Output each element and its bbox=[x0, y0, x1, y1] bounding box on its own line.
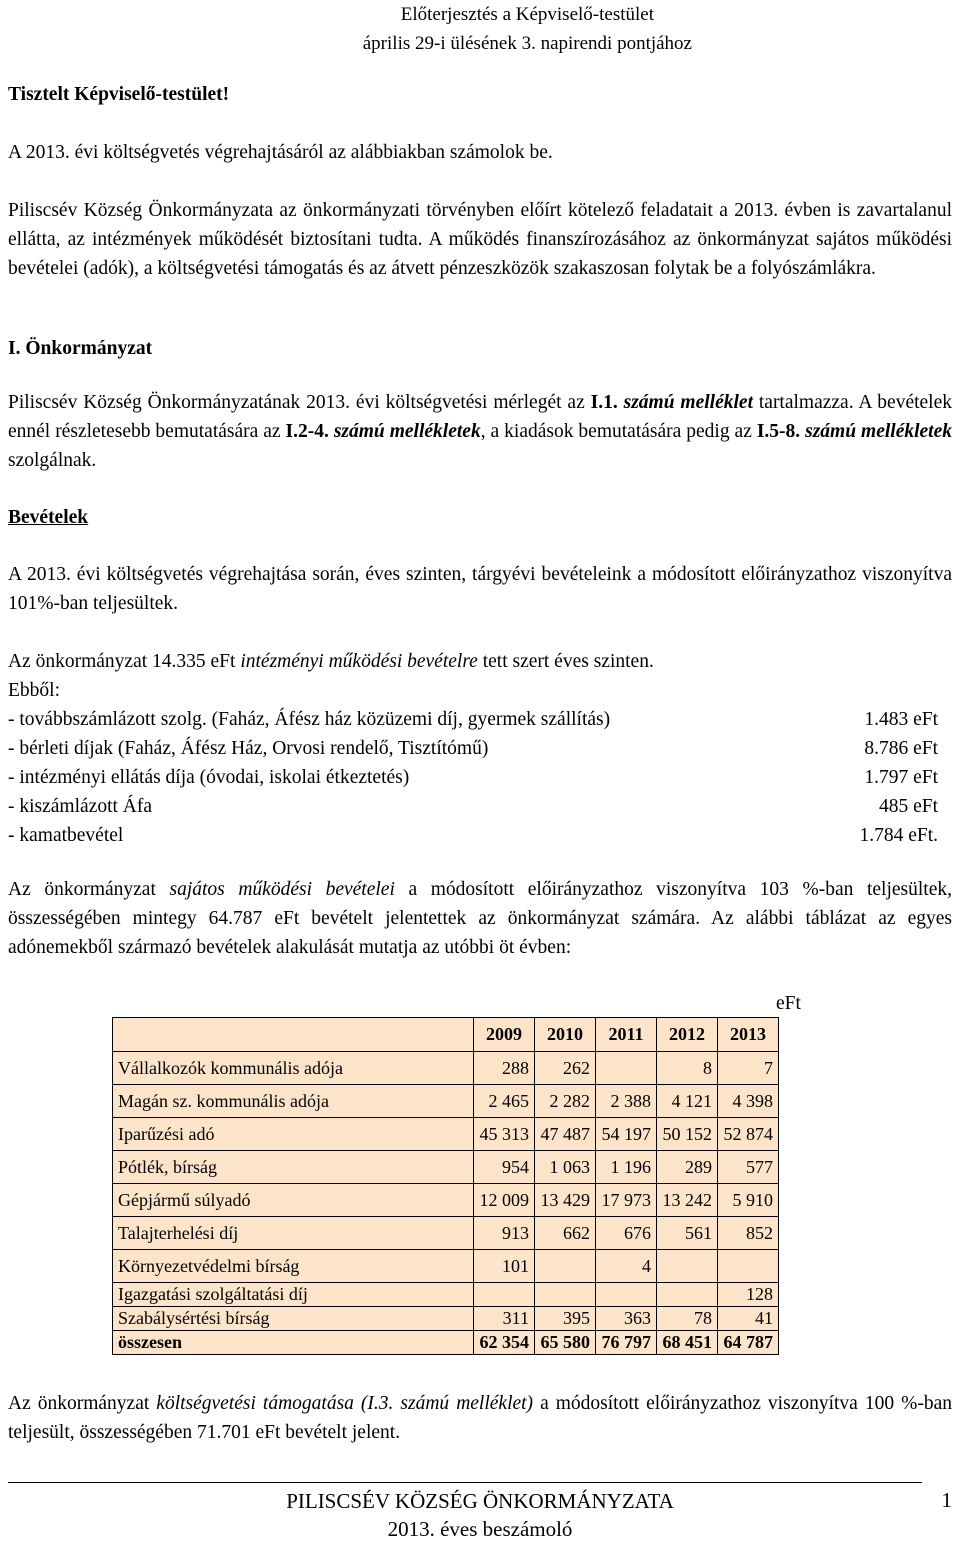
cell-value: 913 bbox=[474, 1217, 535, 1250]
table-row bbox=[113, 1118, 779, 1151]
cell-value bbox=[718, 1250, 779, 1283]
cell-value: 4 398 bbox=[718, 1085, 779, 1118]
total-value: 62 354 bbox=[474, 1331, 535, 1355]
table-row bbox=[113, 1085, 779, 1118]
total-value: 65 580 bbox=[535, 1331, 596, 1355]
total-value: 64 787 bbox=[718, 1331, 779, 1355]
document-header bbox=[363, 0, 692, 58]
paragraph-2: Piliscsév Község Önkormányzatának 2013. évi költségvetési mérlegét az I.1. számú melléklet tartalmazza. A bevételek ennél részletesebb bemutatására az I.2-4. számú mellékletek, a kiadások bemutatására pedig az I.5-8. számú mellékletek szolgálnak. bbox=[8, 392, 952, 471]
cell-value: 52 874 bbox=[718, 1118, 779, 1151]
cell-value: 1 196 bbox=[596, 1151, 657, 1184]
cell-value bbox=[596, 1283, 657, 1307]
cell-value: 954 bbox=[474, 1151, 535, 1184]
paragraph-3: A 2013. évi költségvetés végrehajtása során, éves szinten, tárgyévi bevételeink a módosított előirányzathoz viszonyítva 101%-ban teljesültek. bbox=[8, 564, 952, 614]
salutation: Tisztelt Képviselő-testület! bbox=[8, 84, 230, 105]
cell-value: 2 388 bbox=[596, 1085, 657, 1118]
intro-paragraph: A 2013. évi költségvetés végrehajtásáról az alábbiakban számolok be. bbox=[8, 142, 553, 163]
footer-divider bbox=[8, 1482, 922, 1483]
tax-revenue-table bbox=[112, 1017, 779, 1355]
total-value: 76 797 bbox=[596, 1331, 657, 1355]
row-label: Talajterhelési díj bbox=[113, 1217, 474, 1250]
income-item: - intézményi ellátás díja (óvodai, iskolai étkeztetés) 1.797 eFt bbox=[8, 767, 938, 788]
table-row bbox=[113, 1283, 779, 1307]
table-row bbox=[113, 1184, 779, 1217]
paragraph-4: Az önkormányzat 14.335 eFt intézményi működési bevételre tett szert éves szinten. bbox=[8, 651, 654, 672]
table-total-row bbox=[113, 1331, 779, 1355]
row-label: Iparűzési adó bbox=[113, 1118, 474, 1151]
year-header: 2009 bbox=[474, 1018, 535, 1052]
cell-value: 17 973 bbox=[596, 1184, 657, 1217]
year-header: 2011 bbox=[596, 1018, 657, 1052]
total-label: összesen bbox=[113, 1331, 474, 1355]
cell-value: 101 bbox=[474, 1250, 535, 1283]
cell-value: 45 313 bbox=[474, 1118, 535, 1151]
cell-value bbox=[535, 1250, 596, 1283]
cell-value: 289 bbox=[657, 1151, 718, 1184]
cell-value bbox=[657, 1250, 718, 1283]
cell-value: 2 465 bbox=[474, 1085, 535, 1118]
cell-value: 4 121 bbox=[657, 1085, 718, 1118]
row-label: Magán sz. kommunális adója bbox=[113, 1085, 474, 1118]
table-header-blank bbox=[113, 1018, 474, 1052]
cell-value: 662 bbox=[535, 1217, 596, 1250]
table-row bbox=[113, 1307, 779, 1331]
table-unit-label: eFt bbox=[776, 993, 801, 1014]
cell-value: 50 152 bbox=[657, 1118, 718, 1151]
cell-value: 13 429 bbox=[535, 1184, 596, 1217]
cell-value: 7 bbox=[718, 1052, 779, 1085]
year-header: 2012 bbox=[657, 1018, 718, 1052]
paragraph-5: Az önkormányzat sajátos működési bevételei a módosított előirányzathoz viszonyítva 103 %-ban teljesültek, összességében mintegy 64.787 eFt bevételt jelentettek az önkormányzat számára. Az alábbi táblázat az egyes adónemekből származó bevételek alakulását mutatja az utóbbi öt évben: bbox=[8, 879, 952, 958]
cell-value: 128 bbox=[718, 1283, 779, 1307]
cell-value: 395 bbox=[535, 1307, 596, 1331]
cell-value: 4 bbox=[596, 1250, 657, 1283]
footer-title: PILISCSÉV KÖZSÉG ÖNKORMÁNYZATA bbox=[286, 1489, 674, 1513]
cell-value: 41 bbox=[718, 1307, 779, 1331]
ebbol-label: Ebből: bbox=[8, 680, 60, 701]
page-number: 1 bbox=[941, 1488, 952, 1512]
revenue-heading: Bevételek bbox=[8, 507, 89, 528]
cell-value: 78 bbox=[657, 1307, 718, 1331]
paragraph-6: Az önkormányzat költségvetési támogatása (I.3. számú melléklet) a módosított előirányzathoz viszonyítva 100 %-ban teljesült, összességében 71.701 eFt bevételt jelent. bbox=[8, 1393, 952, 1443]
cell-value: 577 bbox=[718, 1151, 779, 1184]
income-item: - kamatbevétel 1.784 eFt. bbox=[8, 825, 938, 846]
table-row bbox=[113, 1217, 779, 1250]
row-label: Vállalkozók kommunális adója bbox=[113, 1052, 474, 1085]
row-label: Pótlék, bírság bbox=[113, 1151, 474, 1184]
cell-value: 54 197 bbox=[596, 1118, 657, 1151]
cell-value: 676 bbox=[596, 1217, 657, 1250]
cell-value bbox=[596, 1052, 657, 1085]
cell-value bbox=[535, 1283, 596, 1307]
cell-value: 8 bbox=[657, 1052, 718, 1085]
income-item: - kiszámlázott Áfa 485 eFt bbox=[8, 796, 938, 817]
table-header-row bbox=[113, 1018, 779, 1052]
table-row bbox=[113, 1151, 779, 1184]
section-heading: I. Önkormányzat bbox=[8, 338, 153, 359]
cell-value: 47 487 bbox=[535, 1118, 596, 1151]
row-label: Igazgatási szolgáltatási díj bbox=[113, 1283, 474, 1307]
total-value: 68 451 bbox=[657, 1331, 718, 1355]
table-row bbox=[113, 1052, 779, 1085]
cell-value: 1 063 bbox=[535, 1151, 596, 1184]
cell-value: 2 282 bbox=[535, 1085, 596, 1118]
year-header: 2010 bbox=[535, 1018, 596, 1052]
header-line-1: Előterjesztés a Képviselő-testület bbox=[400, 4, 654, 25]
cell-value: 12 009 bbox=[474, 1184, 535, 1217]
header-line-2: április 29-i ülésének 3. napirendi pontjához bbox=[362, 33, 692, 54]
row-label: Környezetvédelmi bírság bbox=[113, 1250, 474, 1283]
cell-value: 5 910 bbox=[718, 1184, 779, 1217]
cell-value: 561 bbox=[657, 1217, 718, 1250]
row-label: Gépjármű súlyadó bbox=[113, 1184, 474, 1217]
cell-value: 13 242 bbox=[657, 1184, 718, 1217]
cell-value: 262 bbox=[535, 1052, 596, 1085]
cell-value: 311 bbox=[474, 1307, 535, 1331]
income-item: - bérleti díjak (Faház, Áfész Ház, Orvosi rendelő, Tisztítómű) 8.786 eFt bbox=[8, 738, 938, 759]
income-item: - továbbszámlázott szolg. (Faház, Áfész ház közüzemi díj, gyermek szállítás) 1.483 eFt bbox=[8, 709, 938, 730]
cell-value: 852 bbox=[718, 1217, 779, 1250]
cell-value: 363 bbox=[596, 1307, 657, 1331]
row-label: Szabálysértési bírság bbox=[113, 1307, 474, 1331]
footer-subtitle: 2013. éves beszámoló bbox=[387, 1517, 573, 1541]
cell-value bbox=[657, 1283, 718, 1307]
cell-value: 288 bbox=[474, 1052, 535, 1085]
cell-value bbox=[474, 1283, 535, 1307]
year-header: 2013 bbox=[718, 1018, 779, 1052]
table-row bbox=[113, 1250, 779, 1283]
paragraph-1: Piliscsév Község Önkormányzata az önkormányzati törvényben előírt kötelező feladatait a 2013. évben is zavartalanul ellátta, az intézmények működését biztosítani tudta. A működés finanszírozásához az önkormányzat sajátos működési bevételei (adók), a költségvetési támogatás és az átvett pénzeszközök szakaszosan folytak be a folyószámlákra. bbox=[8, 200, 952, 279]
